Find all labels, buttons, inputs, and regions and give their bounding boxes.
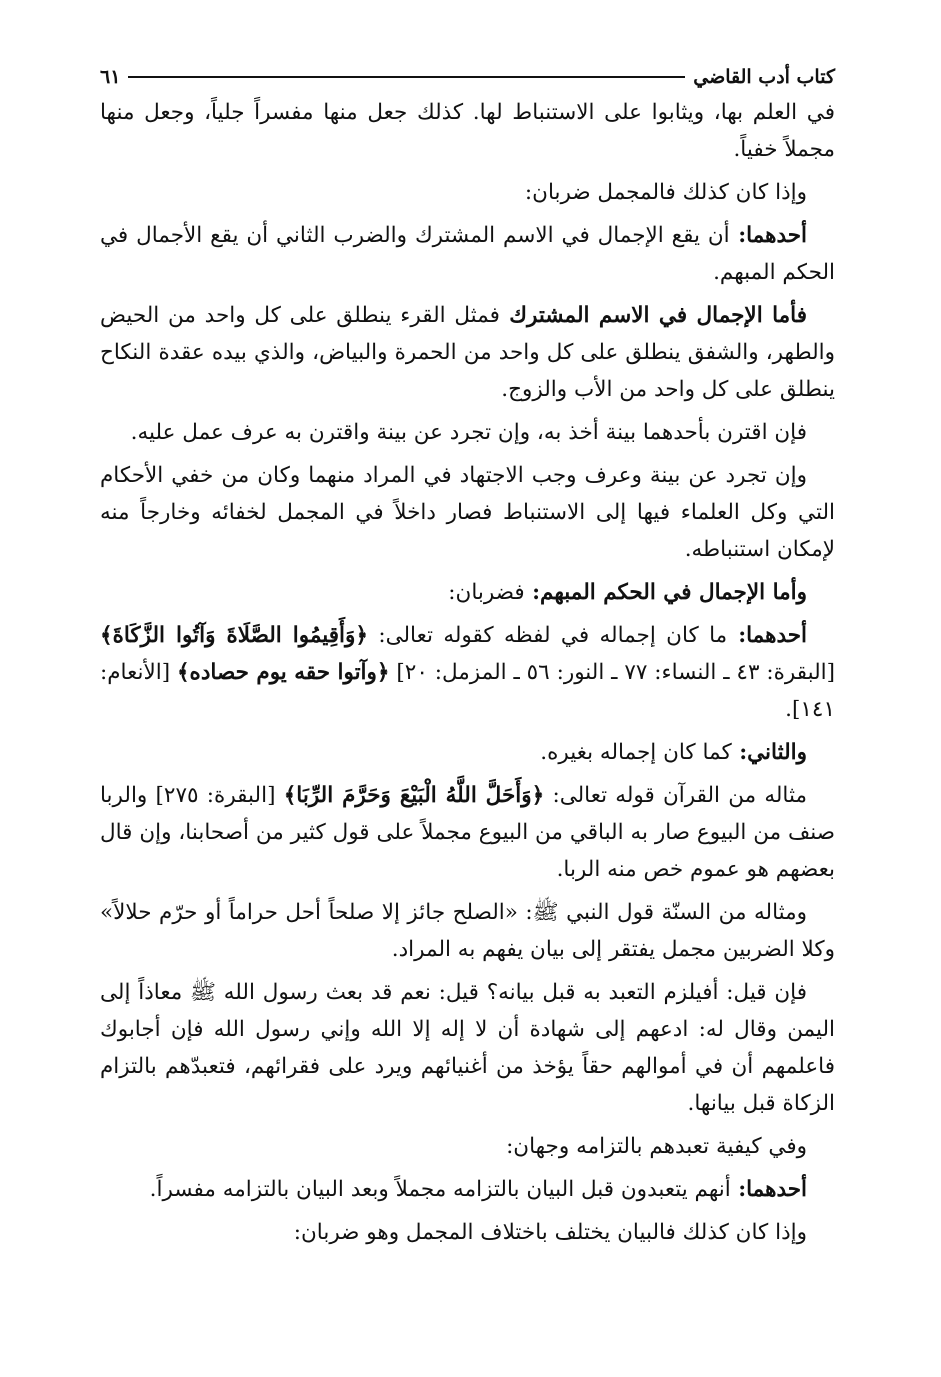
text-run: وإذا كان كذلك فالمجمل ضربان: (524, 180, 807, 205)
page-body (100, 94, 835, 1251)
text-run: [الأنعام: ١٤١]. (100, 660, 835, 722)
page-number: ٦١ (100, 66, 121, 88)
text-run: ومثاله من السنّة قول النبي ﷺ: «الصلح جائز إلا صلحاً أحل حراماً أو حرّم حلالاً» وكلا الضربين مجمل يفتقر إلى بيان يفهم به المراد. (100, 900, 835, 962)
text-run: مثاله من القرآن قوله تعالى: (544, 783, 807, 808)
paragraph (100, 457, 835, 568)
text-run: أنهم يتعبدون قبل البيان بالتزامه مجملاً وبعد البيان بالتزامه مفسراً. (149, 1177, 731, 1202)
bold-text: ﴿وَأَقِيمُوا الصَّلَاةَ وَآتُوا الزَّكَاةَ﴾ (100, 623, 368, 648)
paragraph (100, 1128, 835, 1165)
text-run: ما كان إجماله في لفظه كقوله تعالى: (367, 623, 728, 648)
book-title: كتاب أدب القاضي (693, 66, 835, 88)
bold-text: ﴿وَأَحَلَّ اللَّهُ الْبَيْعَ وَحَرَّمَ الرِّبَا﴾ (283, 783, 545, 808)
text-run: كما كان إجماله بغيره. (540, 740, 732, 765)
text-run: أن يقع الإجمال في الاسم المشترك والضرب الثاني أن يقع الأجمال في الحكم المبهم. (100, 223, 835, 285)
bold-text: وأما الإجمال في الحكم المبهم: (524, 580, 807, 605)
text-run: في العلم بها، ويثابوا على الاستنباط لها. كذلك جعل منها مفسراً جلياً، وجعل منها مجملاً خفياً. (100, 100, 835, 162)
paragraph (100, 217, 835, 291)
header-rule (128, 76, 685, 78)
text-run: وفي كيفية تعبدهم بالتزامه وجهان: (506, 1134, 807, 1159)
bold-text: أحدهما: (729, 223, 808, 248)
text-run: وإن تجرد عن بينة وعرف وجب الاجتهاد في المراد منهما وكان من خفي الأحكام التي وكل العلماء فيها إلى الاستنباط فصار داخلاً في المجمل لخفائه وخارجاً منه لإمكان استنباطه. (100, 463, 835, 562)
paragraph (100, 974, 835, 1122)
text-run: [البقرة: ٢٧٥] والربا صنف من البيوع صار به الباقي من البيوع مجملاً على قول كثير من أصحابنا، وإن قال بعضهم هو عموم خص منه الربا. (100, 783, 835, 882)
paragraph (100, 414, 835, 451)
paragraph (100, 1171, 835, 1208)
paragraph (100, 894, 835, 968)
text-run: فإن اقترن بأحدهما بينة أخذ به، وإن تجرد عن بينة واقترن به عرف عمل عليه. (130, 420, 807, 445)
bold-text: والثاني: (731, 740, 807, 765)
paragraph (100, 297, 835, 408)
text-run: فإن قيل: أفيلزم التعبد به قبل بيانه؟ قيل: نعم قد بعث رسول الله ﷺ معاذاً إلى اليمن وقال له: ادعهم إلى شهادة أن لا إله إلا الله وإني رسول الله فإن أجابوك فاعلمهم أن في أموالهم حقاً يؤخذ من أغنيائهم ويرد على فقرائهم، فتعبدّهم بالتزام الزكاة قبل بيانها. (100, 980, 835, 1116)
text-run: [البقرة: ٤٣ ـ النساء: ٧٧ ـ النور: ٥٦ ـ المزمل: ٢٠] (389, 660, 836, 685)
paragraph (100, 777, 835, 888)
bold-text: فأما الإجمال في الاسم المشترك (499, 303, 807, 328)
paragraph (100, 174, 835, 211)
running-header (100, 60, 835, 94)
bold-text: أحدهما: (727, 623, 808, 648)
text-run: فمثل القرء ينطلق على كل واحد من الحيض والطهر، والشفق ينطلق على كل واحد من الحمرة والبياض، والذي بيده عقدة النكاح ينطلق على كل واحد من الأب والزوج. (100, 303, 835, 402)
paragraph (100, 617, 835, 728)
text-run: وإذا كان كذلك فالبيان يختلف باختلاف المجمل وهو ضربان: (293, 1220, 807, 1245)
paragraph (100, 94, 835, 168)
paragraph (100, 1214, 835, 1251)
bold-text: أحدهما: (730, 1177, 807, 1202)
text-run: فضربان: (448, 580, 525, 605)
paragraph (100, 734, 835, 771)
bold-text: ﴿وآتوا حقه يوم حصاده﴾ (176, 660, 390, 685)
paragraph (100, 574, 835, 611)
